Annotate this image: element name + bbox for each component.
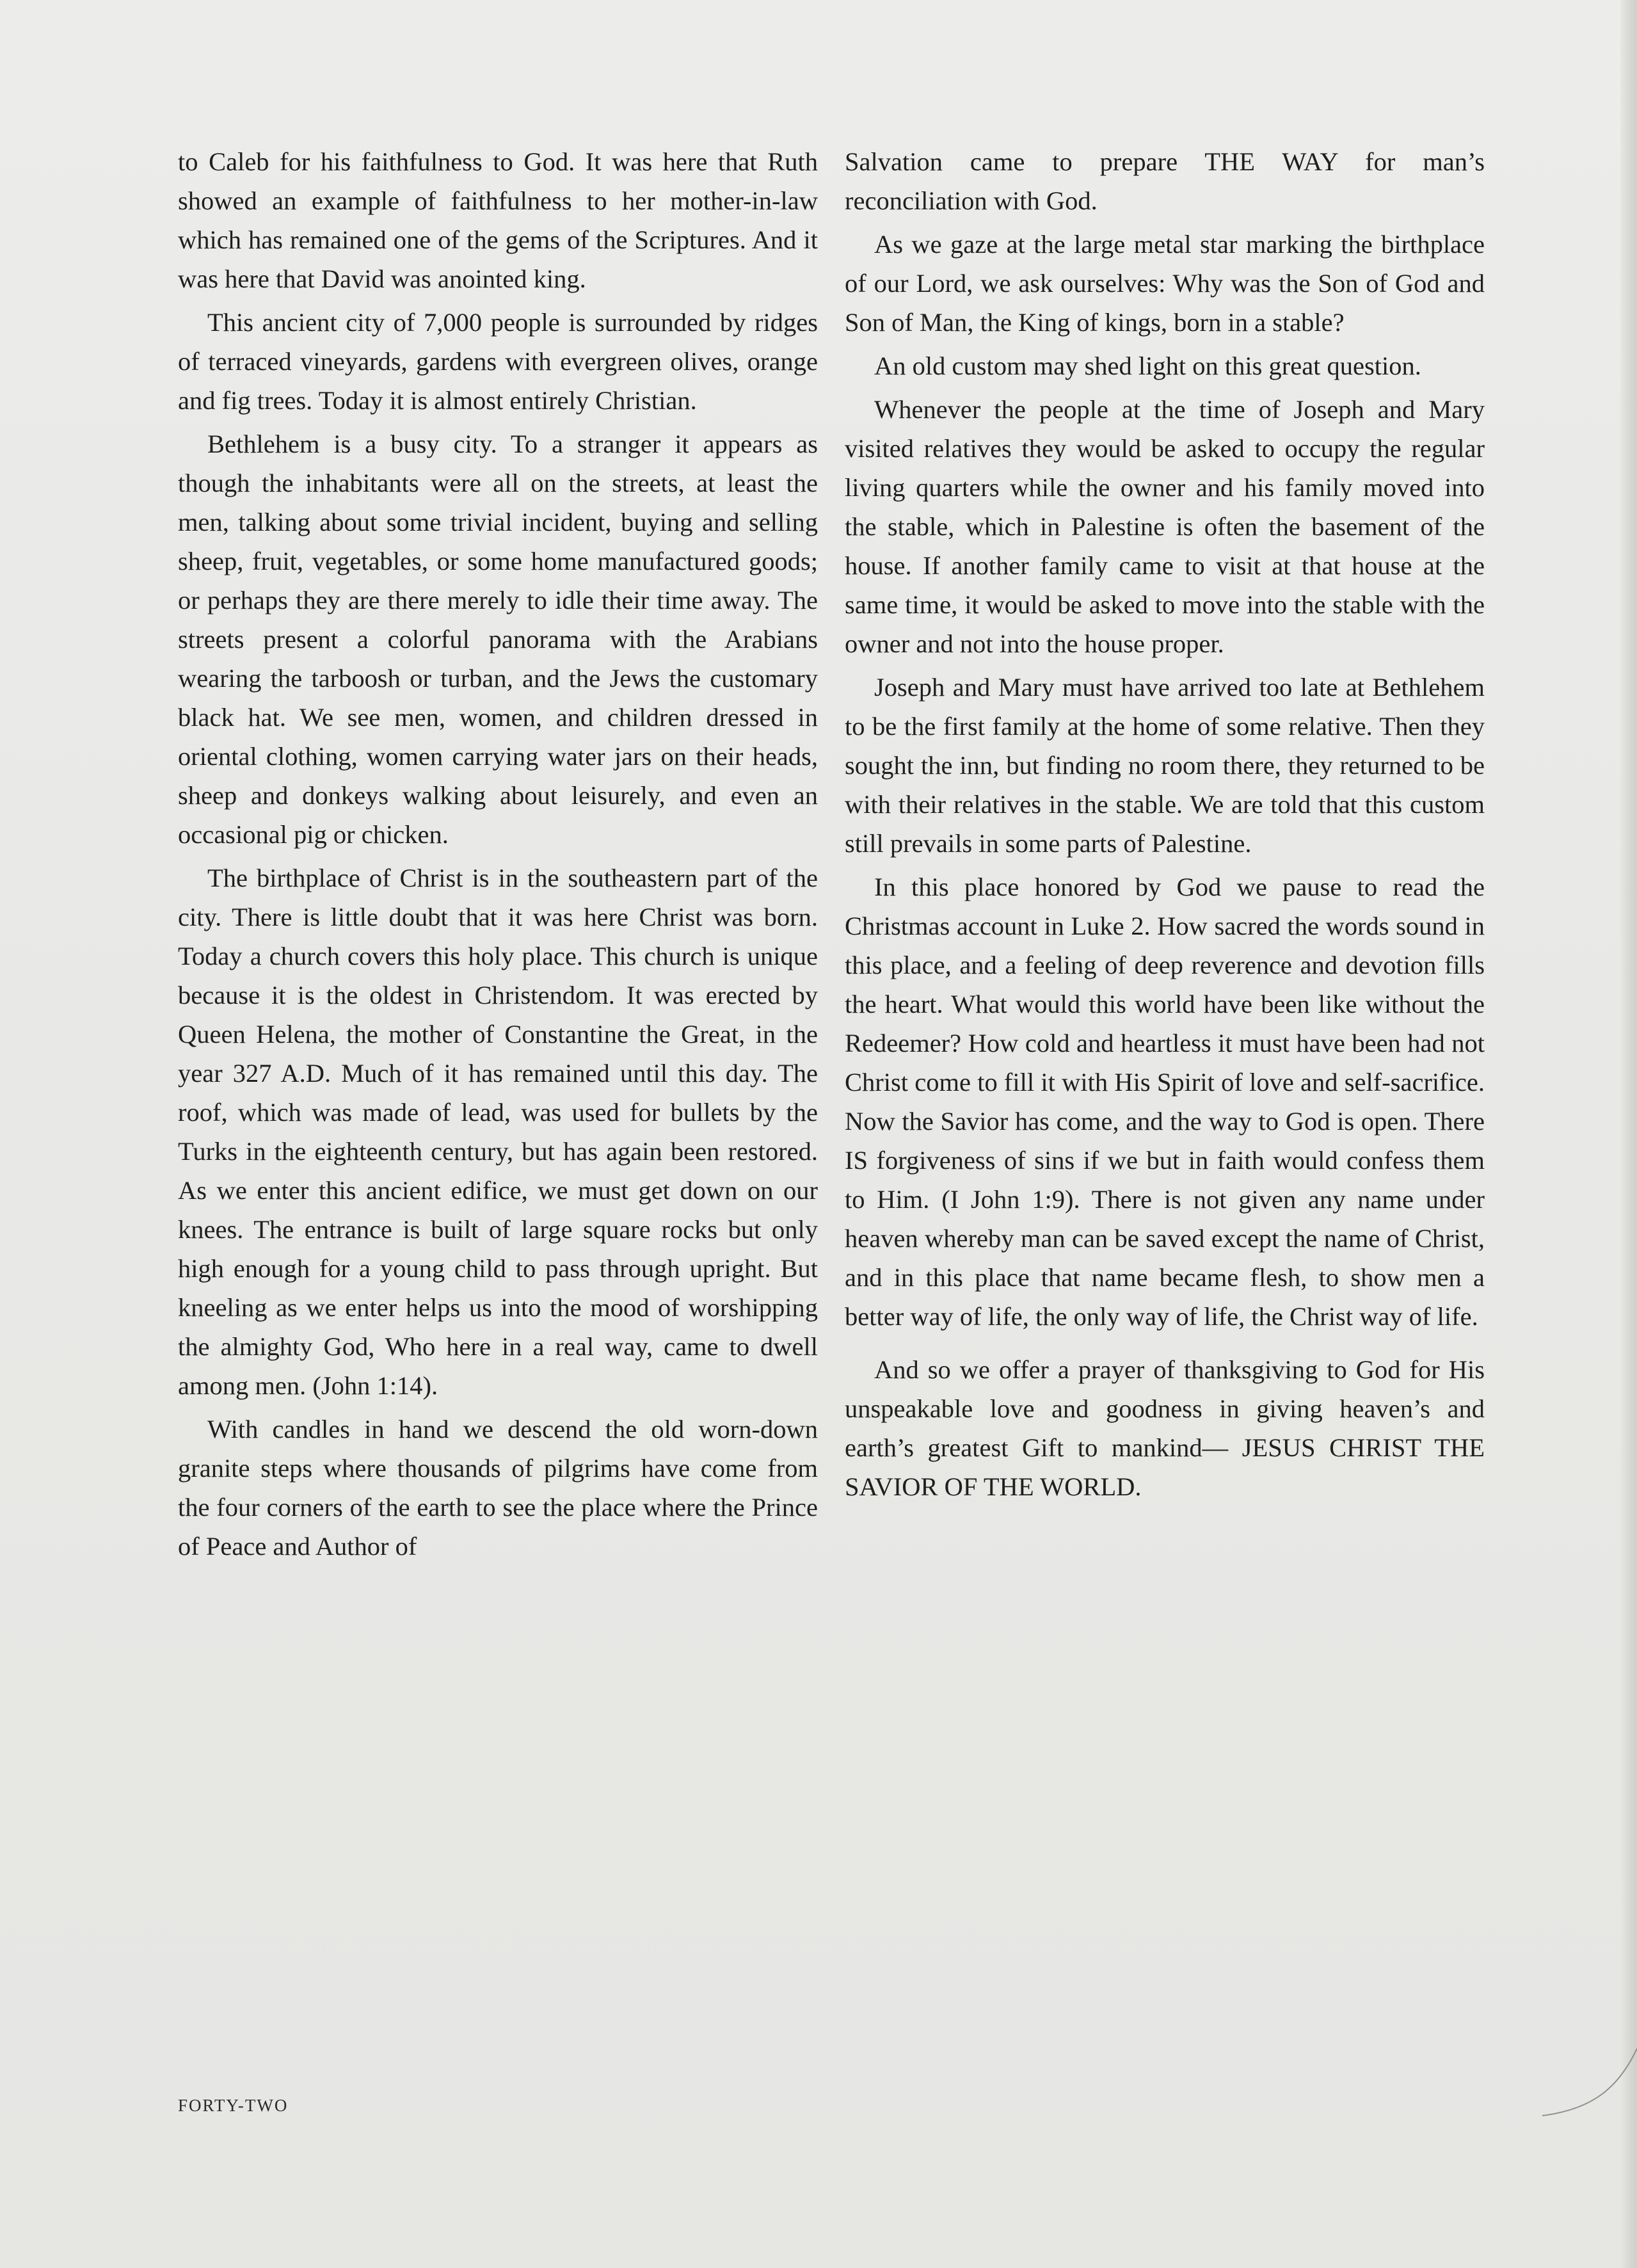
paragraph: As we gaze at the large metal star marking the birthplace of our Lord, we ask ourselves: Why was the Son of God and Son of Man, the King of kings, born in a stable? [845, 230, 1485, 337]
left-text-column [178, 142, 818, 1570]
paragraph: This ancient city of 7,000 people is surrounded by ridges of terraced vineyards, gardens with evergreen olives, orange and fig trees. Today it is almost entirely Christian. [178, 308, 818, 415]
paragraph: And so we offer a prayer of thanksgiving to God for His unspeakable love and goodness in giving heaven’s and earth’s greatest Gift to mankind— JESUS CHRIST THE SAVIOR OF THE WORLD. [845, 1355, 1485, 1501]
page-edge-shadow [1620, 0, 1637, 2268]
paragraph: Joseph and Mary must have arrived too late at Bethlehem to be the first family at the home of some relative. Then they sought the inn, but finding no room there, they returned to be with their relatives in the stable. We are told that this custom still prevails in some parts of Palestine. [845, 673, 1485, 858]
paragraph-continued: to Caleb for his faithfulness to God. It was here that Ruth showed an example of faithfulness to her mother-in-law which has remained one of the gems of the Scriptures. And it was here that David was anointed king. [178, 147, 818, 293]
paragraph: An old custom may shed light on this great question. [874, 351, 1421, 380]
paragraph: The birthplace of Christ is in the southeastern part of the city. There is little doubt that it was here Christ was born. Today a church covers this holy place. This church is unique because it is the oldest in Christendom. It was erected by Queen Helena, the mother of Constantine the Great, in the year 327 A.D. Much of it has remained until this day. The roof, which was made of lead, was used for bullets by the Turks in the eighteenth century, but has again been restored. As we enter this ancient edifice, we must get down on our knees. The entrance is built of large square rocks but only high enough for a young child to pass through upright. But kneeling as we enter helps us into the mood of worshipping the almighty God, Who here in a real way, came to dwell among men. (John 1:14). [178, 864, 818, 1400]
paragraph-continued: Salvation came to prepare THE WAY for man’s reconciliation with God. [845, 147, 1485, 215]
paragraph: Whenever the people at the time of Joseph and Mary visited relatives they would be asked to occupy the regular living quarters while the owner and his family moved into the stable, which in Palestine is often the basement of the house. If another family came to visit at that house at the same time, it would be asked to move into the stable with the owner and not into the house proper. [845, 395, 1485, 658]
right-text-column [845, 142, 1485, 1511]
paragraph: Bethlehem is a busy city. To a stranger it appears as though the inhabitants were all on the streets, at least the men, talking about some trivial incident, buying and selling sheep, fruit, vegetables, or some home manufactured goods; or perhaps they are there merely to idle their time away. The streets present a colorful panorama with the Arabians wearing the tarboosh or turban, and the Jews the customary black hat. We see men, women, and children dressed in oriental clothing, women carrying water jars on their heads, sheep and donkeys walking about leisurely, and even an occasional pig or chicken. [178, 430, 818, 849]
paragraph: In this place honored by God we pause to read the Christmas account in Luke 2. How sacred the words sound in this place, and a feeling of deep reverence and devotion fills the heart. What would this world have been like without the Redeemer? How cold and heartless it must have been had not Christ come to fill it with His Spirit of love and self-sacrifice. Now the Savior has come, and the way to God is open. There IS forgiveness of sins if we but in faith would confess them to Him. (I John 1:9). There is not given any name under heaven whereby man can be saved except the name of Christ, and in this place that name became flesh, to show men a better way of life, the only way of life, the Christ way of life. [845, 873, 1485, 1331]
page-curl-mark [1542, 2048, 1637, 2125]
page-number: FORTY-TWO [178, 2096, 289, 2115]
paragraph: With candles in hand we descend the old worn-down granite steps where thousands of pilgrims have come from the four corners of the earth to see the place where the Prince of Peace and Author of [178, 1415, 818, 1561]
